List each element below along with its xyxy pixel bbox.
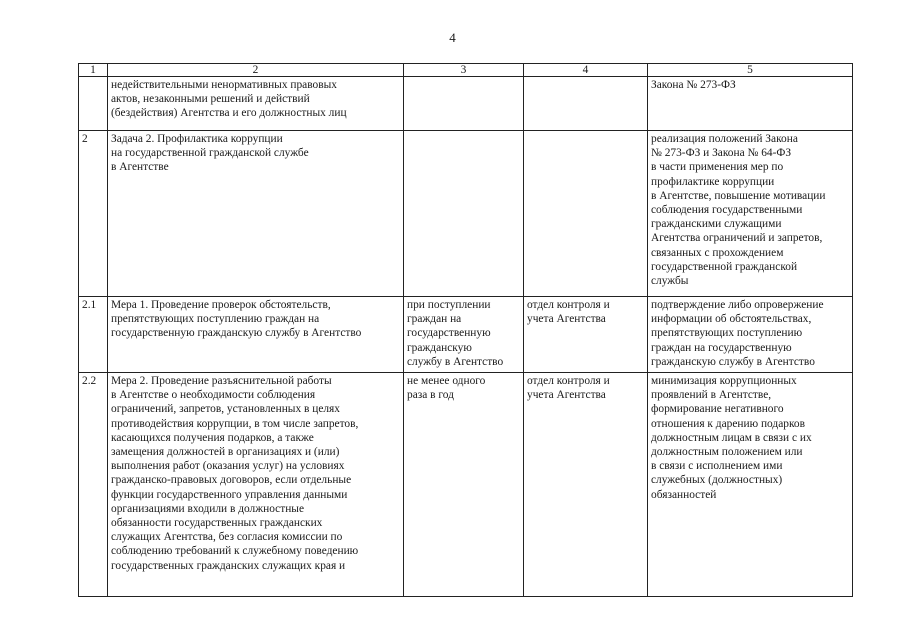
- column-header: 3: [404, 64, 524, 77]
- table-row: [79, 131, 853, 297]
- row-number: 2.1: [79, 297, 108, 373]
- measure-term: [404, 77, 524, 131]
- column-header: 4: [524, 64, 648, 77]
- measure-name: недействительными ненормативных правовых актов, незаконными решений и действий (бездействия) Агентства и его должностных лиц: [108, 77, 404, 131]
- measure-result: Закона № 273-ФЗ: [648, 77, 853, 131]
- row-number: 2: [79, 131, 108, 297]
- measure-term: не менее одного раза в год: [404, 373, 524, 597]
- measure-executor: отдел контроля и учета Агентства: [524, 297, 648, 373]
- table-row: [79, 373, 853, 597]
- measure-name: Мера 1. Проведение проверок обстоятельств, препятствующих поступлению граждан на государственную гражданскую службу в Агентство: [108, 297, 404, 373]
- measure-name: Задача 2. Профилактика коррупции на государственной гражданской службе в Агентстве: [108, 131, 404, 297]
- measure-term: при поступлении граждан на государственную гражданскую службу в Агентство: [404, 297, 524, 373]
- page-number: 4: [449, 30, 456, 45]
- measure-executor: [524, 131, 648, 297]
- plan-table: [78, 63, 853, 597]
- column-header: 1: [79, 64, 108, 77]
- measure-name: Мера 2. Проведение разъяснительной работы в Агентстве о необходимости соблюдения ограничений, запретов, установленных в целях противодействия коррупции, в том числе запретов, касающихся получения подарков, а также замещения должностей в организациях и (или) выполнения работ (оказания услуг) на условиях гражданско-правовых договоров, если отдельные функции государственного управления данными организациями входили в должностные обязанности государственных гражданских служащих Агентства, без согласия комиссии по соблюдению требований к служебному поведению государственных гражданских служащих края и: [108, 373, 404, 597]
- measure-term: [404, 131, 524, 297]
- measure-result: минимизация коррупционных проявлений в Агентстве, формирование негативного отношения к дарению подарков должностным лицам в связи с их должностным положением или в связи с исполнением ими служебных (должностных) обязанностей: [648, 373, 853, 597]
- column-header: 2: [108, 64, 404, 77]
- measure-result: реализация положений Закона № 273-ФЗ и Закона № 64-ФЗ в части применения мер по профилактике коррупции в Агентстве, повышение мотивации соблюдения государственными гражданскими служащими Агентства ограничений и запретов, связанных с прохождением государственной гражданской службы: [648, 131, 853, 297]
- table-header-row: [79, 64, 853, 77]
- measure-result: подтверждение либо опровержение информации об обстоятельствах, препятствующих поступлению граждан на государственную гражданскую службу в Агентство: [648, 297, 853, 373]
- row-number: 2.2: [79, 373, 108, 597]
- measure-executor: отдел контроля и учета Агентства: [524, 373, 648, 597]
- measure-executor: [524, 77, 648, 131]
- table-row: [79, 297, 853, 373]
- column-header: 5: [648, 64, 853, 77]
- row-number: [79, 77, 108, 131]
- table-row: [79, 77, 853, 131]
